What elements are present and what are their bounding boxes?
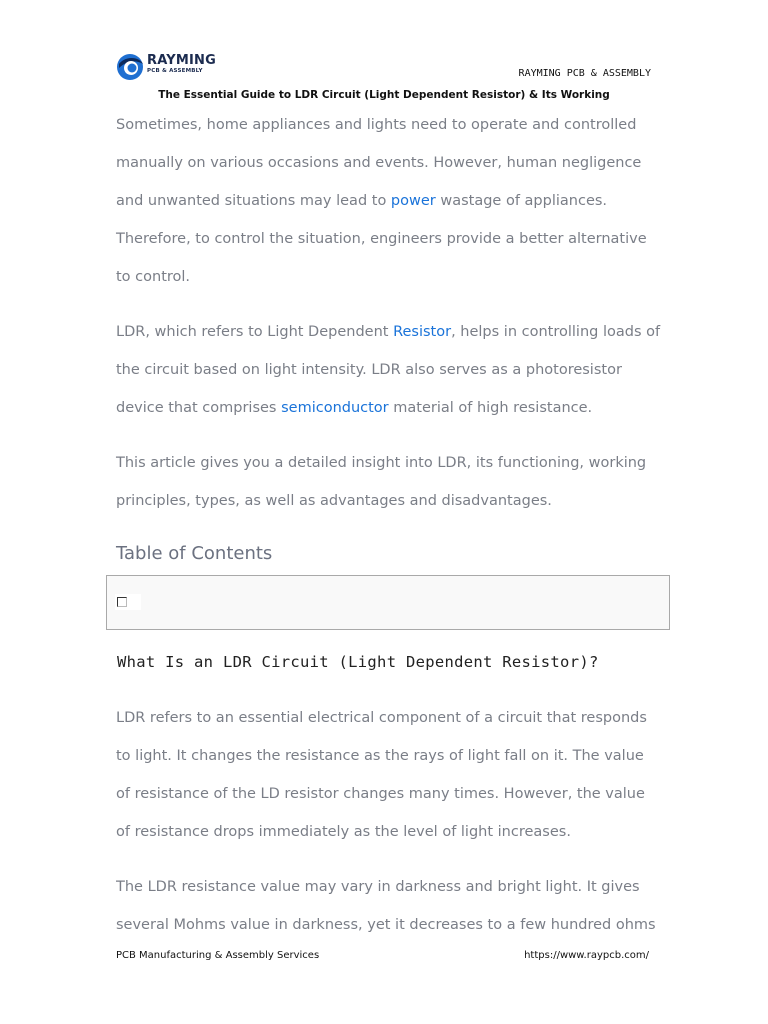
toc-toggle-icon (117, 597, 127, 607)
footer-url[interactable]: https://www.raypcb.com/ (524, 950, 649, 961)
logo-name: RAYMING (147, 53, 216, 68)
section-paragraph-2: The LDR resistance value may vary in darkness and bright light. It gives several Mohms value in darkness, yet it decreases to a few hundred ohms (116, 879, 656, 933)
logo-subtitle: PCB & ASSEMBLY (147, 68, 203, 74)
company-name: RAYMING PCB & ASSEMBLY (518, 68, 651, 79)
power-link[interactable]: power (390, 193, 436, 209)
toc-toggle-button[interactable] (115, 594, 141, 610)
intro-paragraph-3: This article gives you a detailed insight into LDR, its functioning, working principles, types, as well as advantages and disadvantages. (116, 455, 647, 509)
section-heading: What Is an LDR Circuit (Light Dependent Resistor)? (117, 653, 599, 671)
toc-heading: Table of Contents (116, 543, 273, 564)
section-paragraph-1: LDR refers to an essential electrical component of a circuit that responds to light. It changes the resistance as the rays of light fall on it. The value of resistance of the LD resistor changes many times. However, the value of resistance drops immediately as the level of light increases. (116, 710, 647, 840)
semiconductor-link[interactable]: semiconductor (281, 400, 389, 416)
rayming-logo (115, 50, 225, 84)
intro-paragraph-2: LDR, which refers to Light Dependent Resistor, helps in controlling loads of the circuit based on light intensity. LDR also serves as a photoresistor device that comprises semiconductor material of high resistance. (116, 324, 661, 416)
document-title: The Essential Guide to LDR Circuit (Light Dependent Resistor) & Its Working (158, 89, 610, 101)
resistor-link[interactable]: Resistor (393, 324, 452, 340)
logo-swirl-icon (115, 52, 145, 82)
intro-paragraph-1: Sometimes, home appliances and lights need to operate and controlled manually on various occasions and events. However, human negligence and unwanted situations may lead to power wastage of appliances. Therefore, to control the situation, engineers provide a better alternative to control. (116, 117, 647, 285)
footer-services: PCB Manufacturing & Assembly Services (116, 950, 320, 961)
toc-box (106, 575, 670, 630)
